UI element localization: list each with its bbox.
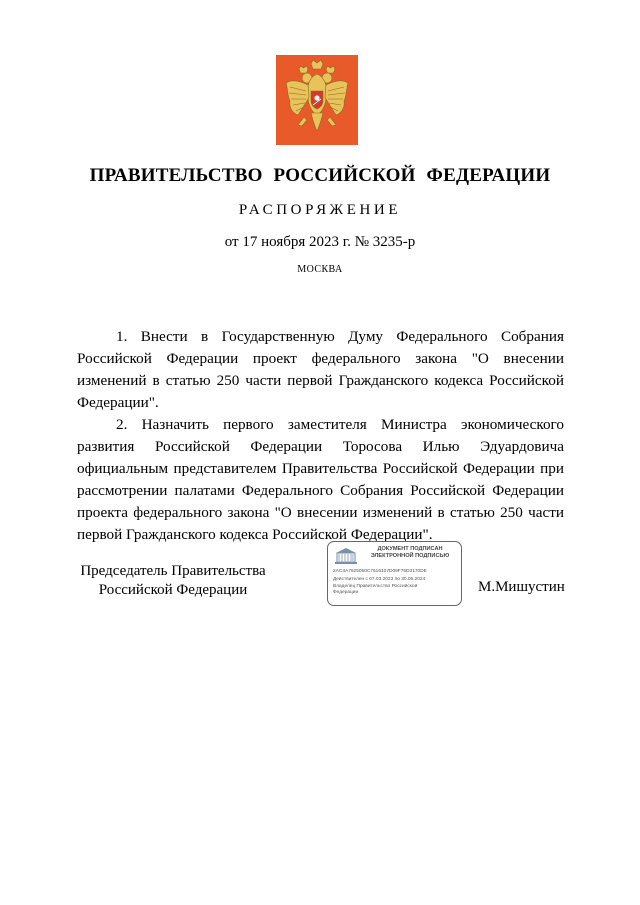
document-date-number: от 17 ноября 2023 г. № 3235-р xyxy=(224,234,416,250)
stamp-header: ДОКУМЕНТ ПОДПИСАН ЭЛЕКТРОННОЙ ПОДПИСЬЮ xyxy=(370,546,450,559)
government-building-icon xyxy=(334,547,358,565)
stamp-owner: Владелец Правительство Российской Федерации xyxy=(333,584,418,595)
document-body xyxy=(77,326,564,546)
organization-title: ПРАВИТЕЛЬСТВО РОССИЙСКОЙ ФЕДЕРАЦИИ xyxy=(89,165,551,186)
document-city: МОСКВА xyxy=(297,264,343,275)
signatory-position: Председатель Правительства Российской Федерации xyxy=(80,563,266,598)
document-type: РАСПОРЯЖЕНИЕ xyxy=(238,202,402,218)
stamp-validity: Действителен с 07.03.2023 по 30.05.2024 xyxy=(333,577,426,582)
coat-of-arms-icon xyxy=(276,55,358,145)
stamp-certificate: 2AC3A7925050C7616107D09F76D3170DE xyxy=(333,569,427,574)
paragraph-1: 1. Внести в Государственную Думу Федерального Собрания Российской Федерации проект федерального закона "О внесении изменений в статью 250 части первой Гражданского кодекса Российской Федерации". xyxy=(77,328,564,411)
signatory-name: М.Мишустин xyxy=(478,579,565,595)
paragraph-2: 2. Назначить первого заместителя Министра экономического развития Российской Федерации Торосова Илью Эдуардовича официальным представителем Правительства Российской Федерации при рассмотрении палатами Федерального Собрания Российской Федерации проекта федерального закона "О внесении изменений в статью 250 части первой Гражданского кодекса Российской Федерации". xyxy=(77,416,564,543)
electronic-signature-stamp xyxy=(327,541,462,606)
